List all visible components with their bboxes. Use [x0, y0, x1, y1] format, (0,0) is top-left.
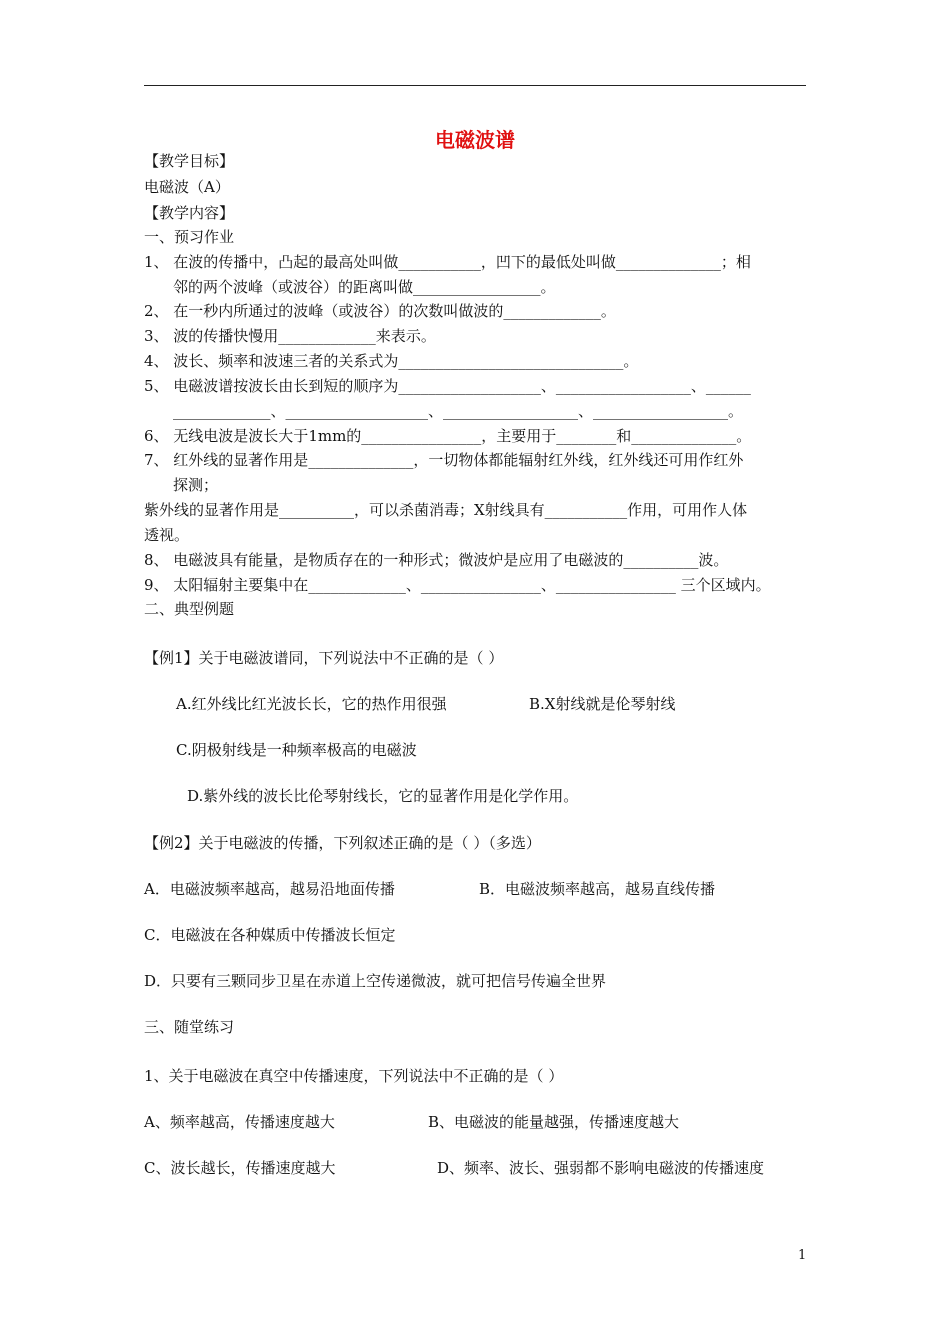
question-7-uv-cont: 透视。	[144, 526, 190, 544]
question-5-cont: _____________、___________________、__________________、__________________。	[173, 402, 744, 420]
example-2-option-a: A．电磁波频率越高，越易沿地面传播	[144, 880, 395, 898]
example-1-option-b: B.X射线就是伦琴射线	[529, 695, 676, 713]
practice-1-option-a: A、频率越高，传播速度越大	[144, 1113, 335, 1131]
section-heading-objectives: 【教学目标】	[144, 152, 235, 170]
section-heading-preview: 一、预习作业	[144, 228, 235, 246]
question-8: 8、 电磁波具有能量，是物质存在的一种形式；微波炉是应用了电磁波的__________波。	[144, 551, 729, 569]
question-7-cont: 探测；	[173, 476, 219, 494]
page-title: 电磁波谱	[435, 128, 515, 152]
question-5: 5、 电磁波谱按波长由长到短的顺序为___________________、__________________、______	[144, 377, 751, 395]
practice-1-option-b: B、电磁波的能量越强，传播速度越大	[428, 1113, 680, 1131]
page-number: 1	[798, 1248, 807, 1263]
question-4: 4、 波长、频率和波速三者的关系式为______________________________。	[144, 352, 639, 370]
question-1: 1、 在波的传播中，凸起的最高处叫做___________，凹下的最低处叫做______________；相	[144, 253, 751, 271]
example-2-option-d: D．只要有三颗同步卫星在赤道上空传递微波，就可把信号传遍全世界	[144, 972, 607, 990]
practice-1-option-c: C、波长越长，传播速度越大	[144, 1159, 336, 1177]
example-2: 【例2】关于电磁波的传播，下列叙述正确的是（ ）（多选）	[144, 834, 541, 852]
example-1: 【例1】关于电磁波谱同，下列说法中不正确的是（ ）	[144, 649, 504, 667]
question-1-cont: 邻的两个波峰（或波谷）的距离叫做_________________。	[173, 278, 556, 296]
practice-1-option-d: D、频率、波长、强弱都不影响电磁波的传播速度	[437, 1159, 765, 1177]
example-2-option-b: B．电磁波频率越高，越易直线传播	[479, 880, 716, 898]
example-2-option-c: C．电磁波在各种媒质中传播波长恒定	[144, 926, 396, 944]
section-heading-content: 【教学内容】	[144, 204, 235, 222]
example-1-option-a: A.红外线比红光波长长，它的热作用很强	[176, 695, 447, 713]
header-rule	[144, 85, 806, 86]
section-heading-practice: 三、随堂练习	[144, 1018, 235, 1036]
example-1-option-c: C.阴极射线是一种频率极高的电磁波	[176, 741, 417, 759]
question-9: 9、 太阳辐射主要集中在_____________、________________、________________ 三个区域内。	[144, 576, 771, 594]
section-heading-examples: 二、典型例题	[144, 600, 235, 618]
question-3: 3、 波的传播快慢用_____________来表示。	[144, 327, 436, 345]
question-2: 2、 在一秒内所通过的波峰（或波谷）的次数叫做波的_____________。	[144, 302, 616, 320]
question-7: 7、 红外线的显著作用是______________，一切物体都能辐射红外线，红外线还可用作红外	[144, 451, 744, 469]
example-1-option-d: D.紫外线的波长比伦琴射线长，它的显著作用是化学作用。	[187, 787, 579, 805]
objective-text: 电磁波（A）	[144, 178, 230, 196]
practice-1: 1、关于电磁波在真空中传播速度，下列说法中不正确的是（ ）	[144, 1067, 564, 1085]
question-7-uv: 紫外线的显著作用是__________，可以杀菌消毒；X射线具有___________作用，可用作人体	[144, 501, 748, 519]
question-6: 6、 无线电波是波长大于1mm的________________，主要用于________和______________。	[144, 427, 752, 445]
